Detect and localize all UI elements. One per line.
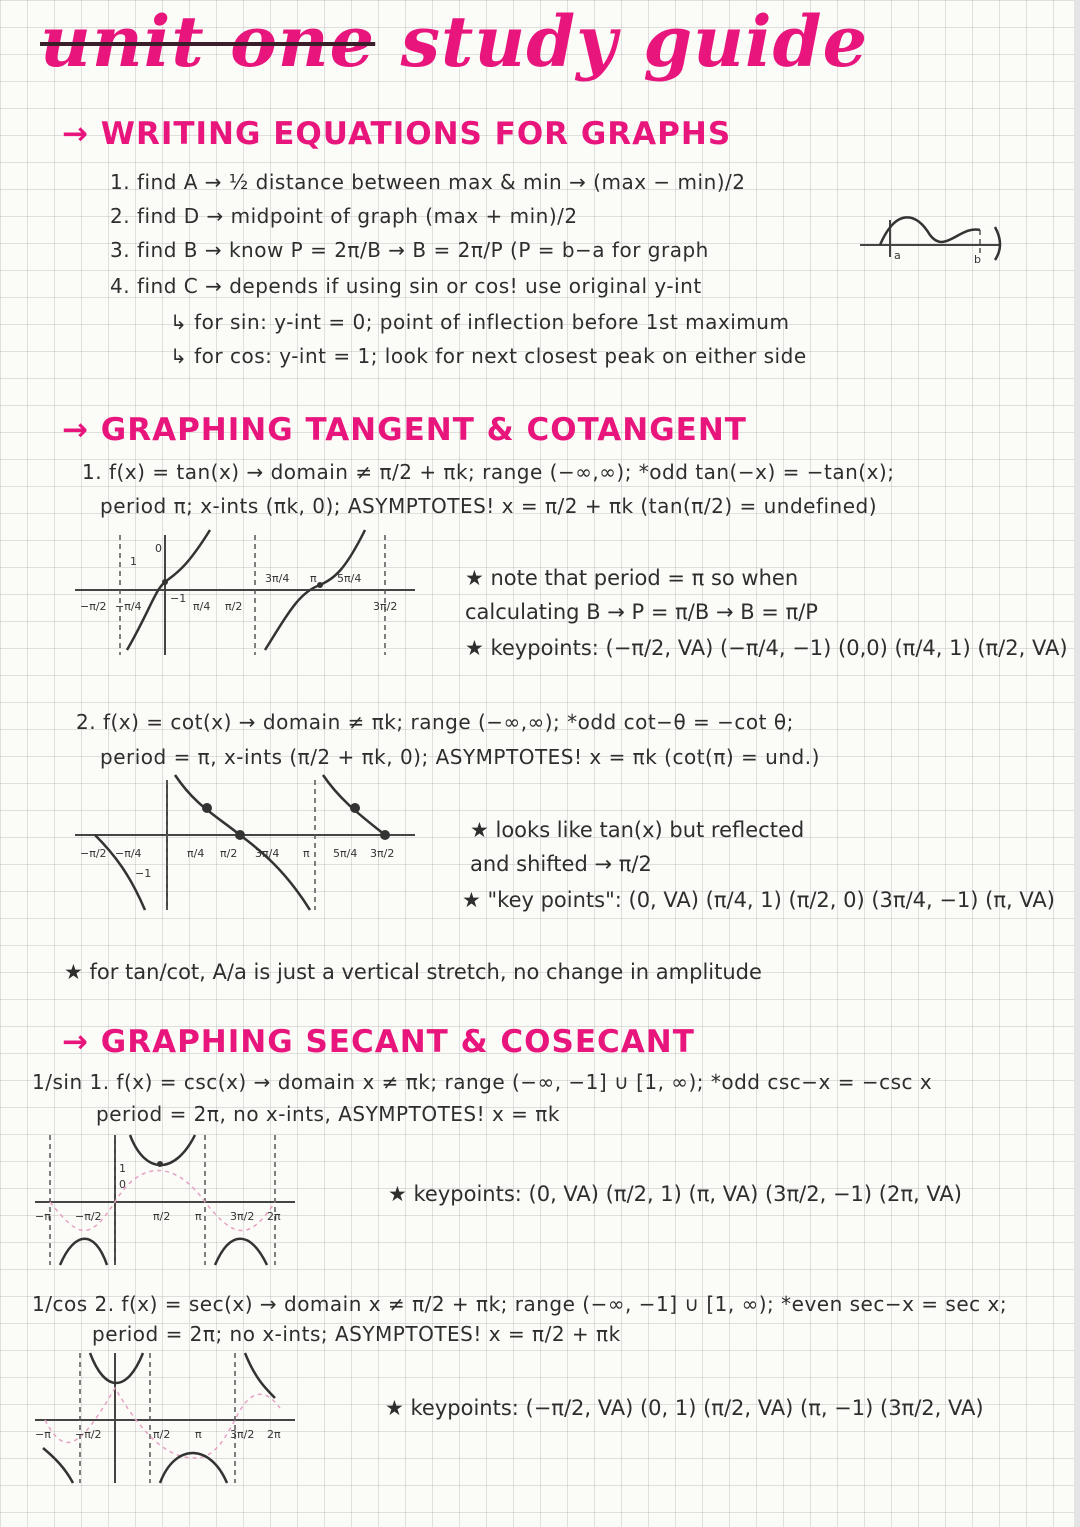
cot-keypoint <box>202 803 212 813</box>
csc-tick: 3π/2 <box>230 1210 255 1223</box>
periodic-curve <box>880 217 980 245</box>
csc-val-0: 0 <box>119 1178 126 1191</box>
tan-val-neg1: −1 <box>170 592 187 605</box>
tan-tick: 5π/4 <box>337 572 362 585</box>
tan-graph <box>75 530 435 660</box>
cot-tick: −π/2 <box>80 847 107 860</box>
sec-tick: 2π <box>267 1428 281 1441</box>
sec-definition: 1/cos 2. f(x) = sec(x) → domain x ≠ π/2 + πk; range (−∞, −1] ∪ [1, ∞); *even sec−x = sec x; <box>32 1292 1008 1316</box>
eq-step-4-cos: ↳ for cos: y-int = 1; look for next closest peak on either side <box>170 344 807 368</box>
page-edge <box>1074 0 1080 1527</box>
sec-keypoints: ★ keypoints: (−π/2, VA) (0, 1) (π/2, VA) (π, −1) (3π/2, VA) <box>385 1396 984 1420</box>
csc-curve-branch <box>215 1239 267 1265</box>
csc-keypoints: ★ keypoints: (0, VA) (π/2, 1) (π, VA) (3π/2, −1) (2π, VA) <box>388 1182 962 1206</box>
sec-period-asymptotes: period = 2π; no x-ints; ASYMPTOTES! x = π/2 + πk <box>92 1322 621 1346</box>
tan-tick: 3π/2 <box>373 600 398 613</box>
paren-close <box>995 227 1000 260</box>
tan-note-period: ★ note that period = π so when <box>465 566 799 590</box>
csc-tick: π <box>195 1210 202 1223</box>
tan-cot-amplitude-note: ★ for tan/cot, A/a is just a vertical stretch, no change in amplitude <box>64 960 762 984</box>
csc-curve-branch <box>60 1239 107 1265</box>
tan-tick: −π/2 <box>80 600 107 613</box>
sec-curve-branch <box>245 1353 275 1398</box>
csc-tick: −π/2 <box>75 1210 102 1223</box>
tan-period-asymptotes: period π; x-ints (πk, 0); ASYMPTOTES! x = π/2 + πk (tan(π/2) = undefined) <box>100 494 878 518</box>
tan-tick: π/4 <box>193 600 211 613</box>
cot-tick: π <box>303 847 310 860</box>
cot-tick: 3π/2 <box>370 847 395 860</box>
section-heading-tangent-cotangent: → GRAPHING TANGENT & COTANGENT <box>62 412 747 448</box>
title-main-text: study guide <box>400 0 869 83</box>
csc-keypoint <box>157 1161 163 1167</box>
page-title <box>40 0 868 83</box>
cot-tick: π/4 <box>187 847 205 860</box>
cot-period-asymptotes: period = π, x-ints (π/2 + πk, 0); ASYMPTOTES! x = πk (cot(π) = und.) <box>100 745 820 769</box>
eq-step-1: 1. find A → ½ distance between max & min → (max − min)/2 <box>110 170 746 194</box>
tan-definition: 1. f(x) = tan(x) → domain ≠ π/2 + πk; range (−∞,∞); *odd tan(−x) = −tan(x); <box>82 460 895 484</box>
cot-keypoint <box>380 830 390 840</box>
csc-curve-branch <box>130 1135 195 1165</box>
tan-tick: 3π/4 <box>265 572 290 585</box>
cot-tick: 5π/4 <box>333 847 358 860</box>
cot-tick: 3π/4 <box>255 847 280 860</box>
tan-val-1: 1 <box>130 555 137 568</box>
csc-tick: −π <box>35 1210 51 1223</box>
tan-tick: π <box>310 572 317 585</box>
sec-tick: π <box>195 1428 202 1441</box>
cot-note-reflected: ★ looks like tan(x) but reflected <box>470 818 805 842</box>
eq-step-4-sin: ↳ for sin: y-int = 0; point of inflection before 1st maximum <box>170 310 790 334</box>
csc-tick: π/2 <box>153 1210 171 1223</box>
eq-step-2: 2. find D → midpoint of graph (max + min)/2 <box>110 204 578 228</box>
csc-val-1: 1 <box>119 1162 126 1175</box>
cot-tick: π/2 <box>220 847 238 860</box>
tan-tick: π/2 <box>225 600 243 613</box>
period-sketch-graph <box>860 215 1010 265</box>
sec-tick: π/2 <box>153 1428 171 1441</box>
tan-keypoint <box>162 579 168 585</box>
cot-keypoint <box>350 803 360 813</box>
tan-val-0: 0 <box>155 542 162 555</box>
sec-graph <box>35 1348 315 1488</box>
cot-definition: 2. f(x) = cot(x) → domain ≠ πk; range (−∞,∞); *odd cot−θ = −cot θ; <box>76 710 794 734</box>
cot-graph <box>75 775 435 915</box>
sec-curve-branch <box>43 1448 73 1483</box>
tan-tick: −π/4 <box>115 600 142 613</box>
title-struck-text: unit one <box>40 0 376 83</box>
tan-keypoints: ★ keypoints: (−π/2, VA) (−π/4, −1) (0,0) (π/4, 1) (π/2, VA) <box>465 636 1068 660</box>
sec-tick: −π/2 <box>75 1428 102 1441</box>
eq-step-4: 4. find C → depends if using sin or cos! use original y-int <box>110 274 702 298</box>
csc-period-asymptotes: period = 2π, no x-ints, ASYMPTOTES! x = πk <box>96 1102 560 1126</box>
label-b: b <box>974 253 981 266</box>
csc-tick: 2π <box>267 1210 281 1223</box>
csc-definition: 1/sin 1. f(x) = csc(x) → domain x ≠ πk; range (−∞, −1] ∪ [1, ∞); *odd csc−x = −csc x <box>32 1070 933 1094</box>
section-heading-secant-cosecant: → GRAPHING SECANT & COSECANT <box>62 1024 695 1060</box>
sec-tick: −π <box>35 1428 51 1441</box>
label-a: a <box>894 249 901 262</box>
sec-tick: 3π/2 <box>230 1428 255 1441</box>
cot-tick: −π/4 <box>115 847 142 860</box>
tan-note-calc-b: calculating B → P = π/B → B = π/P <box>465 600 818 624</box>
section-heading-writing-equations: → WRITING EQUATIONS FOR GRAPHS <box>62 116 732 152</box>
cot-note-shifted: and shifted → π/2 <box>470 852 652 876</box>
cot-keypoint <box>235 830 245 840</box>
sec-curve-branch <box>90 1353 143 1383</box>
tan-keypoint <box>317 582 323 588</box>
csc-graph <box>35 1130 315 1270</box>
eq-step-3: 3. find B → know P = 2π/B → B = 2π/P (P = b−a for graph <box>110 238 709 262</box>
cot-keypoints: ★ "key points": (0, VA) (π/4, 1) (π/2, 0) (3π/4, −1) (π, VA) <box>462 888 1055 912</box>
cot-val-neg1: −1 <box>135 867 152 880</box>
cot-curve-branch <box>175 775 310 910</box>
